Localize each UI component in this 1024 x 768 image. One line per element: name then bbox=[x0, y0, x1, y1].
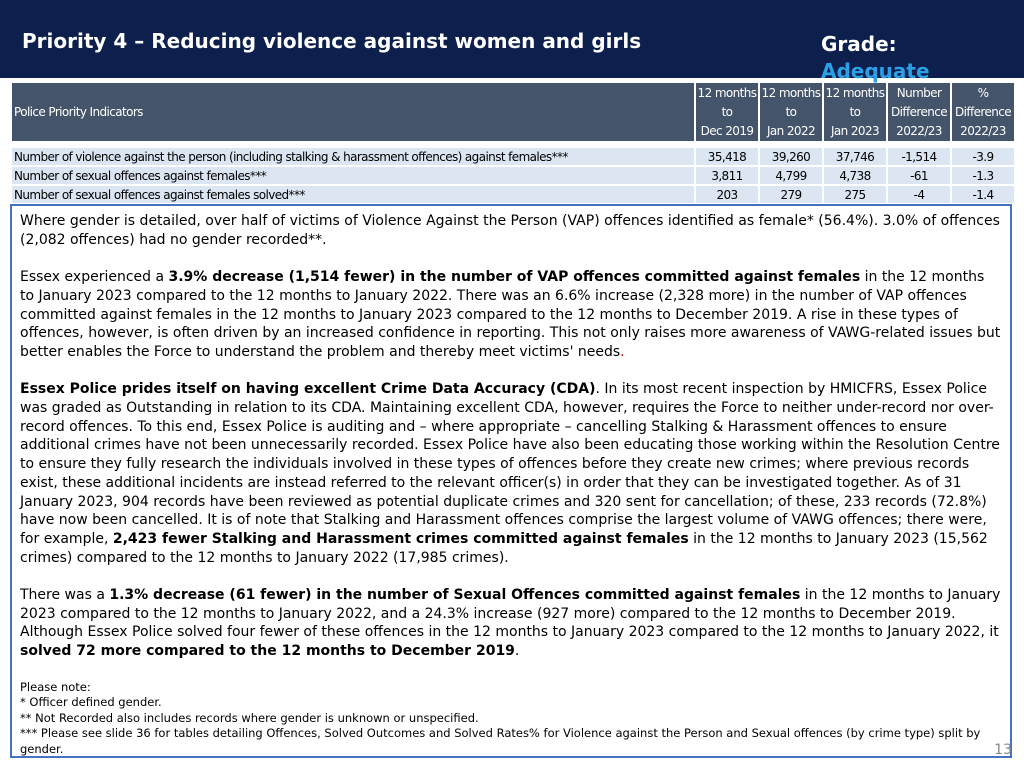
row-label: Number of violence against the person (including stalking & harassment offences) against females*** bbox=[12, 148, 694, 165]
cell-value: -1.3 bbox=[952, 167, 1014, 184]
header-jan-2023: 12 months to Jan 2023 bbox=[824, 83, 886, 141]
cell-value: -3.9 bbox=[952, 148, 1014, 165]
table-header-row bbox=[12, 83, 1014, 141]
table-row bbox=[12, 148, 1014, 165]
cell-value: -1.4 bbox=[952, 186, 1014, 203]
cell-value: 37,746 bbox=[824, 148, 886, 165]
cell-value: 279 bbox=[760, 186, 822, 203]
row-label: Number of sexual offences against females*** bbox=[12, 167, 694, 184]
table-row bbox=[12, 186, 1014, 203]
header-indicators: Police Priority Indicators bbox=[12, 83, 694, 141]
cell-value: -61 bbox=[888, 167, 950, 184]
paragraph-sexual-offences: There was a 1.3% decrease (61 fewer) in the number of Sexual Offences committed against females in the 12 months to January 2023 compared to the 12 months to January 2022, and a 24.3% increase (927 more) compared to the 12 months to December 2019. Although Essex Police solved four fewer of these offences in the 12 months to January 2023 compared to the 12 months to January 2022, it solved 72 more compared to the 12 months to December 2019. bbox=[20, 587, 1001, 660]
page-title: Priority 4 – Reducing violence against women and girls bbox=[22, 29, 642, 53]
cell-value: 203 bbox=[696, 186, 758, 203]
grade-block bbox=[821, 31, 930, 85]
grade-label: Grade: bbox=[821, 32, 897, 56]
title-bar bbox=[0, 0, 1024, 83]
cell-value: -4 bbox=[888, 186, 950, 203]
commentary-box bbox=[10, 204, 1012, 758]
footnote: ** Not Recorded also includes records where gender is unknown or unspecified. bbox=[20, 710, 479, 725]
grade-value: Adequate bbox=[821, 59, 930, 83]
paragraph-cda: Essex Police prides itself on having excellent Crime Data Accuracy (CDA). In its most recent inspection by HMICFRS, Essex Police was graded as Outstanding in relation to its CDA. Maintaining excellent CDA, however, requires the Force to neither under-record nor over-record offences. To this end, Essex Police is auditing and – where appropriate – cancelling Stalking & Harassment offences to ensure additional crimes have not been unnecessarily recorded. Essex Police have also been educating those working within the Resolution Centre to ensure they fully research the individuals involved in these types of offences before they create new crimes; where previous records exist, these additional incidents are instead referred to the relevant officer(s) in order that they can be investigated together. As of 31 January 2023, 904 records have been reviewed as potential duplicate crimes and 320 sent for cancellation; of these, 233 records (72.8%) have now been cancelled. It is of note that Stalking and Harassment offences comprise the largest volume of VAWG offences; there were, for example, 2,423 fewer Stalking and Harassment crimes committed against females in the 12 months to January 2023 (15,562 crimes) compared to the 12 months to January 2022 (17,985 crimes). bbox=[20, 381, 1000, 566]
cell-value: 275 bbox=[824, 186, 886, 203]
cell-value: -1,514 bbox=[888, 148, 950, 165]
footnotes bbox=[20, 680, 1002, 758]
cell-value: 3,811 bbox=[696, 167, 758, 184]
header-number-difference: Number Difference 2022/23 bbox=[888, 83, 950, 141]
notes-heading: Please note: bbox=[20, 679, 91, 694]
table-row bbox=[12, 167, 1014, 184]
paragraph-vap: Essex experienced a 3.9% decrease (1,514 fewer) in the number of VAP offences committed against females in the 12 months to January 2023 compared to the 12 months to January 2022. There was an 6.6% increase (2,328 more) in the number of VAP offences committed against females in the 12 months to January 2023 compared to the 12 months to December 2019. A rise in these types of offences, however, is often driven by an increased confidence in reporting. This not only raises more awareness of VAWG-related issues but better enables the Force to understand the problem and thereby meet victims' needs. bbox=[20, 269, 1001, 360]
header-percent-difference: % Difference 2022/23 bbox=[952, 83, 1014, 141]
paragraph-gender: Where gender is detailed, over half of victims of Violence Against the Person (VAP) offences identified as female* (56.4%). 3.0% of offences (2,082 offences) had no gender recorded**. bbox=[20, 213, 1000, 248]
cell-value: 35,418 bbox=[696, 148, 758, 165]
header-dec-2019: 12 months to Dec 2019 bbox=[696, 83, 758, 141]
cell-value: 39,260 bbox=[760, 148, 822, 165]
cell-value: 4,738 bbox=[824, 167, 886, 184]
footnote: * Officer defined gender. bbox=[20, 695, 162, 710]
cell-value: 4,799 bbox=[760, 167, 822, 184]
footnote: *** Please see slide 36 for tables detailing Offences, Solved Outcomes and Solved Rates% for Violence against the Person and Sexual offences (by crime type) split by gender. bbox=[20, 726, 981, 756]
header-jan-2022: 12 months to Jan 2022 bbox=[760, 83, 822, 141]
page-number: 13 bbox=[994, 742, 1012, 758]
row-label: Number of sexual offences against females solved*** bbox=[12, 186, 694, 203]
indicators-table bbox=[10, 81, 1016, 205]
